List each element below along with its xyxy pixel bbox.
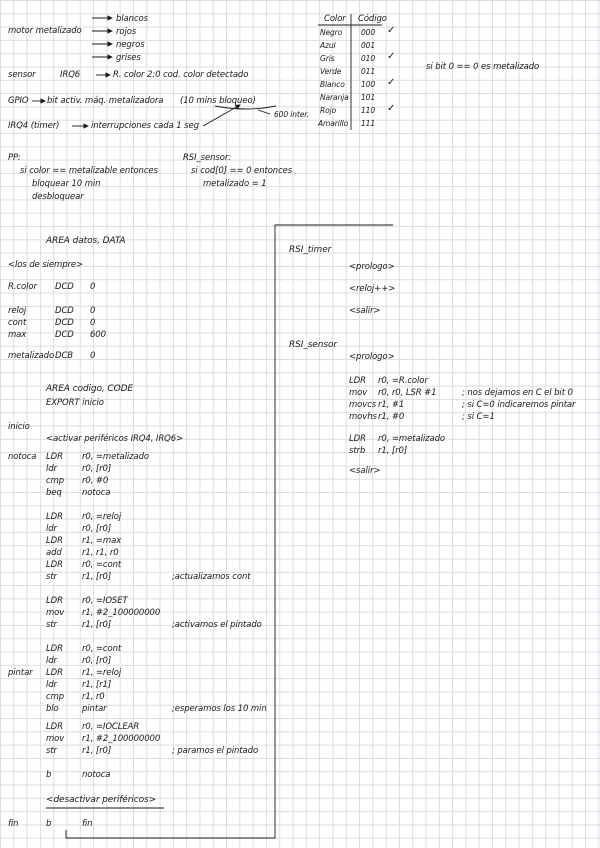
table-row-code: 100 [361, 80, 376, 89]
gpio-count: 600 inter. [274, 110, 309, 119]
code-op: LDR [46, 536, 63, 546]
activar-perifericos: <activar periféricos IRQ4, IRQ6> [46, 434, 184, 444]
code-args: r1, [r0] [82, 572, 112, 582]
code-args: r0, [r0] [82, 656, 112, 666]
data-value: 0 [90, 306, 96, 316]
code-comment: ; si C=1 [462, 412, 495, 422]
code-args: r0, =reloj [82, 512, 122, 522]
desactivar-perifericos: <desactivar periféricos> [46, 795, 157, 805]
code-args: r0, =IOCLEAR [82, 722, 140, 732]
color-grises: grises [116, 53, 141, 63]
pp-line: si color == metalizable entonces [20, 166, 158, 176]
data-directive: DCD [55, 330, 74, 340]
code-args: r1, #0 [378, 412, 405, 422]
table-row-code: 000 [361, 28, 376, 37]
rsi-timer-reloj: <reloj++> [349, 284, 396, 294]
sensor-label: sensor [8, 70, 36, 80]
data-directive: DCD [55, 318, 74, 328]
export-inicio: EXPORT inicio [46, 398, 104, 408]
irq4-label: IRQ4 (timer) [8, 121, 60, 131]
arrow-icon [203, 105, 240, 126]
code-args: r1, =reloj [82, 668, 122, 678]
code-op: LDR [349, 376, 366, 386]
code-op: strb [349, 446, 366, 456]
sensor-irq: IRQ6 [60, 70, 81, 80]
table-row-code: 001 [361, 41, 376, 50]
data-label: reloj [8, 306, 27, 316]
pp-title: PP: [8, 153, 21, 163]
rsi-sensor-prologo: <prologo> [349, 352, 395, 362]
sensor-desc: R. color 2:0 cod. color detectado [113, 70, 249, 80]
code-comment: ;actualizamos cont [172, 572, 251, 582]
code-op: str [46, 620, 57, 630]
code-args: r1, r0 [82, 692, 105, 702]
rsi-sensor-salir: <salir> [349, 466, 381, 476]
code-op: LDR [46, 452, 63, 462]
code-args: r1, #1 [378, 400, 405, 410]
code-comment: ; paramos el pintado [172, 746, 259, 756]
rsi-sensor-pseudo-line: si cod[0] == 0 entonces [191, 166, 293, 176]
bit-note: si bit 0 == 0 es metalizado [426, 62, 540, 72]
data-directive: DCB [55, 351, 74, 361]
label-inicio: inicio [8, 422, 30, 432]
motor-label: motor metalizado [8, 26, 82, 36]
code-op: b [46, 819, 52, 829]
code-args: r0, =cont [82, 560, 122, 570]
rsi-timer-title: RSI_timer [289, 245, 332, 255]
table-row-name: Azul [320, 41, 336, 50]
code-comment: ; nos dejamos en C el bit 0 [462, 388, 573, 398]
data-label: metalizado [8, 351, 55, 361]
code-op: ldr [46, 464, 57, 474]
code-comment: ;esperamos los 10 min [172, 704, 267, 714]
code-op: cmp [46, 692, 65, 702]
code-op: beq [46, 488, 62, 498]
code-op: ldr [46, 656, 57, 666]
data-label: max [8, 330, 27, 340]
code-comment: ;activamos el pintado [172, 620, 262, 630]
check-icon: ✓ [387, 103, 396, 114]
code-op: ldr [46, 524, 57, 534]
brace-icon [215, 106, 276, 109]
code-args: r0, =R.color [378, 376, 428, 386]
code-op: LDR [46, 560, 63, 570]
code-op: LDR [46, 512, 63, 522]
code-label: notoca [8, 452, 37, 462]
rsi-sensor-title: RSI_sensor [289, 340, 337, 350]
table-row-code: 010 [361, 54, 376, 63]
code-op: str [46, 572, 57, 582]
code-args: r0, =metalizado [82, 452, 149, 462]
code-args: r0, r0, LSR #1 [378, 388, 437, 398]
code-args: r0, =metalizado [378, 434, 445, 444]
code-args: r1, [r0] [82, 620, 112, 630]
code-op: b [46, 770, 52, 780]
data-directive: DCD [55, 306, 74, 316]
code-op: movcs [349, 400, 377, 410]
gpio-label: GPIO [8, 96, 29, 106]
code-args: pintar [82, 704, 107, 714]
data-value: 0 [90, 282, 96, 292]
data-value: 600 [90, 330, 106, 340]
code-op: LDR [349, 434, 366, 444]
rsi-sensor-pseudo-line: metalizado = 1 [203, 179, 267, 189]
code-op: blo [46, 704, 59, 714]
code-op: add [46, 548, 62, 558]
table-row-name: Rojo [320, 106, 337, 115]
los-de-siempre: <los de siempre> [8, 260, 84, 270]
table-row-code: 110 [361, 106, 376, 115]
code-op: mov [46, 608, 65, 618]
data-label: R.color [8, 282, 37, 292]
brace-tail [258, 110, 270, 114]
table-row-name: Negro [320, 28, 343, 37]
code-op: LDR [46, 596, 63, 606]
color-negros: negros [116, 40, 145, 50]
color-blancos: blancos [116, 14, 148, 24]
code-args: r0, =IOSET [82, 596, 128, 606]
code-op: LDR [46, 644, 63, 654]
code-op: mov [349, 388, 368, 398]
table-row-code: 111 [361, 119, 376, 128]
label-fin: fin [8, 819, 19, 829]
code-args: notoca [82, 770, 111, 780]
check-icon: ✓ [387, 77, 396, 88]
code-op: mov [46, 734, 65, 744]
code-op: cmp [46, 476, 65, 486]
data-directive: DCD [55, 282, 74, 292]
table-row-code: 011 [361, 67, 376, 76]
code-args: r1, #2_100000000 [82, 608, 161, 618]
table-row-name: Amarillo [318, 119, 349, 128]
code-label: pintar [8, 668, 33, 678]
rsi-timer-salir: <salir> [349, 306, 381, 316]
table-row-name: Gris [320, 54, 335, 63]
irq4-desc: interrupciones cada 1 seg [91, 121, 199, 131]
code-args: fin [82, 819, 93, 829]
area-codigo: AREA codigo, CODE [46, 384, 134, 394]
check-icon: ✓ [387, 25, 396, 36]
code-args: r1, [r1] [82, 680, 112, 690]
color-rojos: rojos [116, 27, 137, 37]
code-op: ldr [46, 680, 57, 690]
table-row-code: 101 [361, 93, 376, 102]
data-label: cont [8, 318, 27, 328]
gpio-desc: bit activ. máq. metalizadora [47, 96, 164, 106]
code-args: r1, =max [82, 536, 122, 546]
data-value: 0 [90, 351, 96, 361]
rsi-timer-prologo: <prologo> [349, 262, 395, 272]
pp-line: desbloquear [32, 192, 84, 202]
table-header-code: Código [358, 14, 387, 24]
table-row-name: Verde [320, 67, 342, 76]
table-row-name: Naranja [320, 93, 349, 102]
code-comment: ; si C=0 indicaremos pintar [462, 400, 576, 410]
code-op: LDR [46, 668, 63, 678]
table-row-name: Blanco [320, 80, 345, 89]
code-op: str [46, 746, 57, 756]
table-header-color: Color [324, 14, 346, 24]
code-op: LDR [46, 722, 63, 732]
code-args: r0, [r0] [82, 524, 112, 534]
check-icon: ✓ [387, 51, 396, 62]
code-args: notoca [82, 488, 111, 498]
code-args: r1, r1, r0 [82, 548, 119, 558]
gpio-note: (10 mins bloqueo) [180, 96, 256, 106]
code-args: r0, =cont [82, 644, 122, 654]
code-args: r0, #0 [82, 476, 109, 486]
rsi-sensor-pseudo-title: RSI_sensor: [183, 153, 231, 163]
code-args: r0, [r0] [82, 464, 112, 474]
code-op: movhs [349, 412, 377, 422]
data-value: 0 [90, 318, 96, 328]
code-args: r1, [r0] [378, 446, 408, 456]
area-datos: AREA datos, DATA [46, 236, 126, 246]
pp-line: bloquear 10 min [32, 179, 101, 189]
code-args: r1, #2_100000000 [82, 734, 161, 744]
code-args: r1, [r0] [82, 746, 112, 756]
